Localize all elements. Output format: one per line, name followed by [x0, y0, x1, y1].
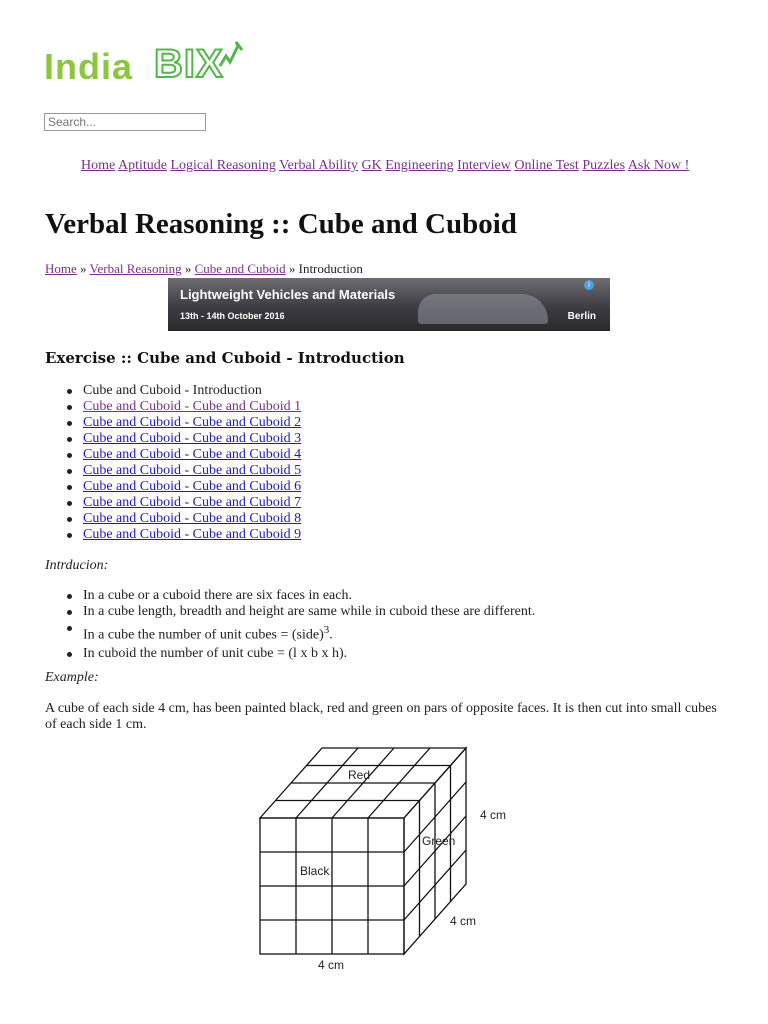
search-input[interactable] [44, 113, 206, 131]
list-item [45, 431, 301, 447]
intro-point-end: . [329, 627, 333, 643]
intro-list [45, 588, 535, 662]
nav-gk[interactable]: GK [361, 158, 382, 173]
cube-figure [250, 745, 530, 975]
nav-puzzles[interactable]: Puzzles [582, 158, 626, 173]
breadcrumb-separator: » [184, 261, 192, 276]
nav-logical-reasoning[interactable]: Logical Reasoning [170, 158, 276, 173]
breadcrumb-home[interactable]: Home [45, 261, 77, 276]
page-title: Verbal Reasoning :: Cube and Cuboid [45, 208, 517, 240]
intro-label: Intrducion: [45, 558, 109, 573]
logo-text-bix: BIX [154, 42, 224, 86]
exercise-item-current: Cube and Cuboid - Introduction [83, 383, 262, 398]
intro-point: In a cube the number of unit cubes = (side) [83, 627, 324, 643]
nav-online-test[interactable]: Online Test [514, 158, 579, 173]
nav-interview[interactable]: Interview [457, 158, 511, 173]
breadcrumb-section[interactable]: Verbal Reasoning [89, 261, 182, 276]
list-item [45, 588, 535, 604]
banner-title: Lightweight Vehicles and Materials [180, 287, 396, 302]
list-item [45, 399, 301, 415]
list-item [45, 527, 301, 543]
ad-info-icon[interactable]: i [584, 280, 594, 290]
exercise-link[interactable]: Cube and Cuboid - Cube and Cuboid 5 [83, 463, 302, 478]
list-item [45, 415, 301, 431]
exercise-link[interactable]: Cube and Cuboid - Cube and Cuboid 1 [83, 399, 302, 414]
dimension-depth: 4 cm [450, 914, 477, 928]
face-label-black: Black [300, 864, 330, 878]
banner-date: 13th - 14th October 2016 [180, 311, 285, 321]
top-nav [45, 158, 725, 174]
banner-car-image [418, 294, 548, 324]
exercise-link[interactable]: Cube and Cuboid - Cube and Cuboid 4 [83, 447, 302, 462]
breadcrumb-current: Introduction [298, 261, 363, 276]
nav-home[interactable]: Home [81, 158, 116, 173]
list-item [45, 620, 535, 646]
exercise-heading: Exercise :: Cube and Cuboid - Introduction [45, 349, 405, 367]
exercise-link[interactable]: Cube and Cuboid - Cube and Cuboid 6 [83, 479, 302, 494]
lightning-icon [212, 40, 244, 74]
breadcrumb [45, 261, 363, 277]
ad-banner[interactable] [168, 278, 610, 331]
superscript: 3 [323, 624, 330, 636]
list-item [45, 646, 535, 662]
list-item [45, 511, 301, 527]
example-text: A cube of each side 4 cm, has been painted black, red and green on pars of opposite faces. It is then cut into small cubes of each side 1 cm. [45, 701, 717, 732]
breadcrumb-separator: » [288, 261, 296, 276]
list-item [45, 463, 301, 479]
exercise-link[interactable]: Cube and Cuboid - Cube and Cuboid 3 [83, 431, 302, 446]
site-logo[interactable] [44, 40, 244, 96]
nav-verbal-ability[interactable]: Verbal Ability [279, 158, 359, 173]
list-item [45, 383, 301, 399]
dimension-width: 4 cm [318, 958, 345, 972]
list-item [45, 447, 301, 463]
nav-engineering[interactable]: Engineering [385, 158, 454, 173]
list-item [45, 495, 301, 511]
exercise-link[interactable]: Cube and Cuboid - Cube and Cuboid 8 [83, 511, 302, 526]
banner-city: Berlin [567, 311, 596, 322]
list-item [45, 479, 301, 495]
nav-aptitude[interactable]: Aptitude [117, 158, 167, 173]
list-item [45, 604, 535, 620]
face-label-green: Green [422, 834, 456, 848]
breadcrumb-topic[interactable]: Cube and Cuboid [194, 261, 286, 276]
exercise-link[interactable]: Cube and Cuboid - Cube and Cuboid 7 [83, 495, 302, 510]
breadcrumb-separator: » [80, 261, 87, 276]
exercise-link[interactable]: Cube and Cuboid - Cube and Cuboid 2 [83, 415, 302, 430]
dimension-height: 4 cm [480, 808, 507, 822]
exercise-link[interactable]: Cube and Cuboid - Cube and Cuboid 9 [83, 527, 302, 542]
exercise-list [45, 383, 301, 543]
logo-text-india: India [44, 46, 134, 87]
example-label: Example: [45, 670, 99, 685]
intro-point: In a cube or a cuboid there are six faces in each. [83, 588, 352, 603]
nav-ask-now[interactable]: Ask Now ! [627, 158, 690, 173]
intro-point: In cuboid the number of unit cube = (l x b x h). [83, 645, 348, 661]
intro-point: In a cube length, breadth and height are same while in cuboid these are different. [83, 604, 536, 619]
face-label-red: Red [348, 768, 371, 782]
